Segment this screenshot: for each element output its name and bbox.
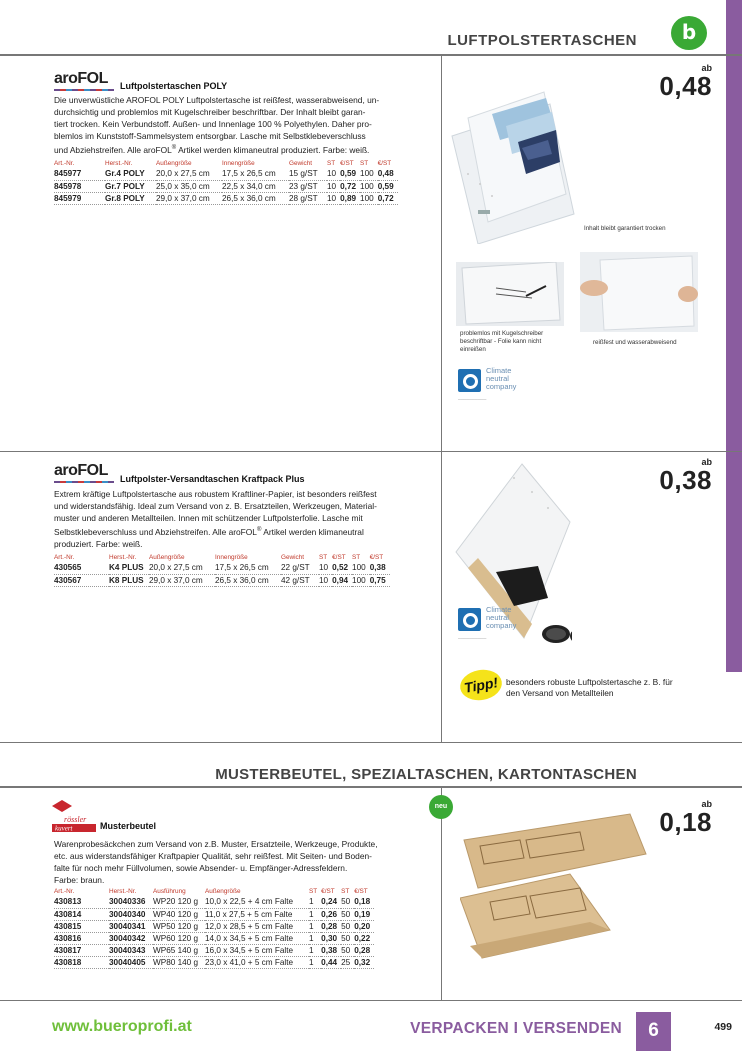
price-tag: ab 0,18	[659, 799, 712, 837]
envelope-writing-photo	[456, 262, 564, 326]
table-row: 430817 30040343 WP65 140 g 16,0 x 34,5 + 5 cm Falte 1 0,38 50 0,28	[54, 944, 374, 956]
bubble-envelope-photo	[448, 84, 578, 244]
footer-divider	[0, 1000, 742, 1001]
climate-neutral-logo: Climate neutral company ──────────	[458, 366, 517, 402]
table-row: 430818 30040405 WP80 140 g 23,0 x 41,0 + 5 cm Falte 1 0,44 25 0,32	[54, 956, 374, 968]
price-tag: ab 0,38	[659, 457, 712, 495]
footer-url: www.bueroprofi.at	[52, 1018, 192, 1035]
section-heading-divider	[0, 786, 742, 788]
table-row: 430567 K8 PLUS 29,0 x 37,0 cm 26,5 x 36,0 cm 42 g/ST 10 0,94 100 0,75	[54, 574, 390, 586]
table-row: 430814 30040340 WP40 120 g 11,0 x 27,5 + 5 cm Falte 1 0,26 50 0,19	[54, 908, 374, 920]
envelope-tear-photo	[580, 252, 698, 332]
svg-text:rössler: rössler	[64, 815, 87, 824]
product-table: Art.-Nr. Herst.-Nr. Ausführung Außengröße ST €/ST ST €/ST 430813 30040336 WP20 120 g 10,0 x 22,5 + 4 cm Falte 1 0,24 50 0,18 430814 30040340 WP40 120 g 11,0 x 27,5 + 5 cm Falte 1 0,26 50 0,19 430815 30040341 WP50 120 g 12,0 x 28,5 + 5 cm Falte 1 0,28 50 0,20 430816 30040342 WP60 120 g 14,0 x 34,5 + 5 cm Falte 1 0,30 50 0,22 430817 30040343 WP65 140 g 16,0 x 34,5 + 5 cm Falte 1 0,38 50 0,28 430818 30040405 WP80 140 g 23,0 x 41,0 + 5 cm Falte 1 0,44 25 0,32	[54, 888, 374, 969]
photo-caption: reißfest und wasserabweisend	[593, 339, 677, 346]
price-tag: ab 0,48	[659, 63, 712, 101]
table-row: 430813 30040336 WP20 120 g 10,0 x 22,5 + 4 cm Falte 1 0,24 50 0,18	[54, 896, 374, 908]
kraft-sample-bags-photo	[460, 806, 650, 966]
table-row: 845979 Gr.8 POLY 29,0 x 37,0 cm 26,5 x 36,0 cm 28 g/ST 10 0,89 100 0,72	[54, 192, 398, 204]
product-description: Extrem kräftige Luftpolstertasche aus robustem Kraftliner-Papier, ist besonders reißfest und widerstandsfähig. Ideal zum Versand von z. B. Ersatzteilen, Werkzeugen, Material- muster und anderen Metallteilen. Innen mit schützender Luftpolsterfolie. Lasche mit Selbstklebeverschluss und Abziehstreifen. Alle aroFOL® Artikel werden klimaneutral produziert. Farbe: weiß.	[54, 489, 377, 549]
column-divider	[441, 788, 442, 1000]
tipp-badge: Tipp!	[458, 667, 505, 704]
product-title: Luftpolster-Versandtaschen Kraftpack Plus	[120, 474, 305, 484]
table-row: 845978 Gr.7 POLY 25,0 x 35,0 cm 22,5 x 34,0 cm 23 g/ST 10 0,72 100 0,59	[54, 180, 398, 192]
category-badge: b	[671, 16, 707, 50]
product-title: Luftpolstertaschen POLY	[120, 81, 228, 91]
photo-caption: problemlos mit Kugelschreiber beschriftbar - Folie kann nicht einreißen	[460, 330, 544, 353]
page-number: 499	[714, 1021, 732, 1033]
new-badge: neu	[429, 795, 453, 819]
brand-name: aroFOL	[54, 70, 108, 87]
table-row: 430815 30040341 WP50 120 g 12,0 x 28,5 + 5 cm Falte 1 0,28 50 0,20	[54, 920, 374, 932]
brand-name: aroFOL	[54, 462, 108, 479]
product-description: Warenprobesäckchen zum Versand von z.B. Muster, Ersatzteile, Werkzeuge, Produkte, etc. aus widerstandsfähiger Kraftpapier Qualität, sehr reißfest. Mit Seiten- und Boden- falte für noch mehr Füllvolumen, sowie Absender- u. Empfänger-Adressfeldern. Farbe: braun.	[54, 839, 378, 885]
section-heading: MUSTERBEUTEL, SPEZIALTASCHEN, KARTONTASCHEN	[215, 766, 637, 783]
table-row: 430816 30040342 WP60 120 g 14,0 x 34,5 + 5 cm Falte 1 0,30 50 0,22	[54, 932, 374, 944]
page-category-title: LUFTPOLSTERTASCHEN	[447, 32, 637, 49]
section-divider	[0, 451, 742, 452]
section-divider	[0, 742, 742, 743]
table-row: 430565 K4 PLUS 20,0 x 27,5 cm 17,5 x 26,5 cm 22 g/ST 10 0,52 100 0,38	[54, 562, 390, 574]
svg-text:kuvert: kuvert	[55, 824, 73, 832]
tipp-text: besonders robuste Luftpolstertasche z. B. für den Versand von Metallteilen	[506, 677, 673, 698]
product-table: Art.-Nr. Herst.-Nr. Außengröße Innengröße Gewicht ST €/ST ST €/ST 430565 K4 PLUS 20,0 x 27,5 cm 17,5 x 26,5 cm 22 g/ST 10 0,52 100 0,38 430567 K8 PLUS 29,0 x 37,0 cm 26,5 x 36,0 cm 42 g/ST 10 0,94 100 0,75	[54, 554, 390, 587]
footer-section-title: VERPACKEN I VERSENDEN	[410, 1020, 622, 1037]
product-description: Die unverwüstliche AROFOL POLY Luftpolstertasche ist reißfest, wasserabweisend, un- durchsichtig und problemlos mit Kugelschreiber beschriftbar. Der Inhalt bleibt garan- tiert trocken. Kein Verbundstoff. Außen- und Innenlage 100 % Polyethylen. Daher pro- blemlos im Kunststoff-Sammelsystem entsorgbar. Lasche mit Selbstklebeverschluss und Abziehstreifen. Alle aroFOL® Artikel werden klimaneutral produziert. Farbe: weiß.	[54, 95, 380, 155]
category-sidebar-bar	[726, 0, 742, 672]
photo-caption: Inhalt bleibt garantiert trocken	[584, 225, 666, 232]
header-divider	[0, 54, 742, 56]
product-title: Musterbeutel	[100, 821, 157, 831]
climate-neutral-logo: Climate neutral company ──────────	[458, 605, 517, 641]
table-row: 845977 Gr.4 POLY 20,0 x 27,5 cm 17,5 x 26,5 cm 15 g/ST 10 0,59 100 0,48	[54, 168, 398, 180]
column-divider	[441, 56, 442, 742]
arofol-logo	[54, 70, 114, 91]
footer-section-number: 6	[636, 1012, 671, 1051]
arofol-logo	[54, 462, 114, 483]
product-table: Art.-Nr. Herst.-Nr. Außengröße Innengröße Gewicht ST €/ST ST €/ST 845977 Gr.4 POLY 20,0 x 27,5 cm 17,5 x 26,5 cm 15 g/ST 10 0,59 100 0,48 845978 Gr.7 POLY 25,0 x 35,0 cm 22,5 x 34,0 cm 23 g/ST 10 0,72 100 0,59 845979 Gr.8 POLY 29,0 x 37,0 cm 26,5 x 36,0 cm 28 g/ST 10 0,89 100 0,72	[54, 160, 398, 205]
